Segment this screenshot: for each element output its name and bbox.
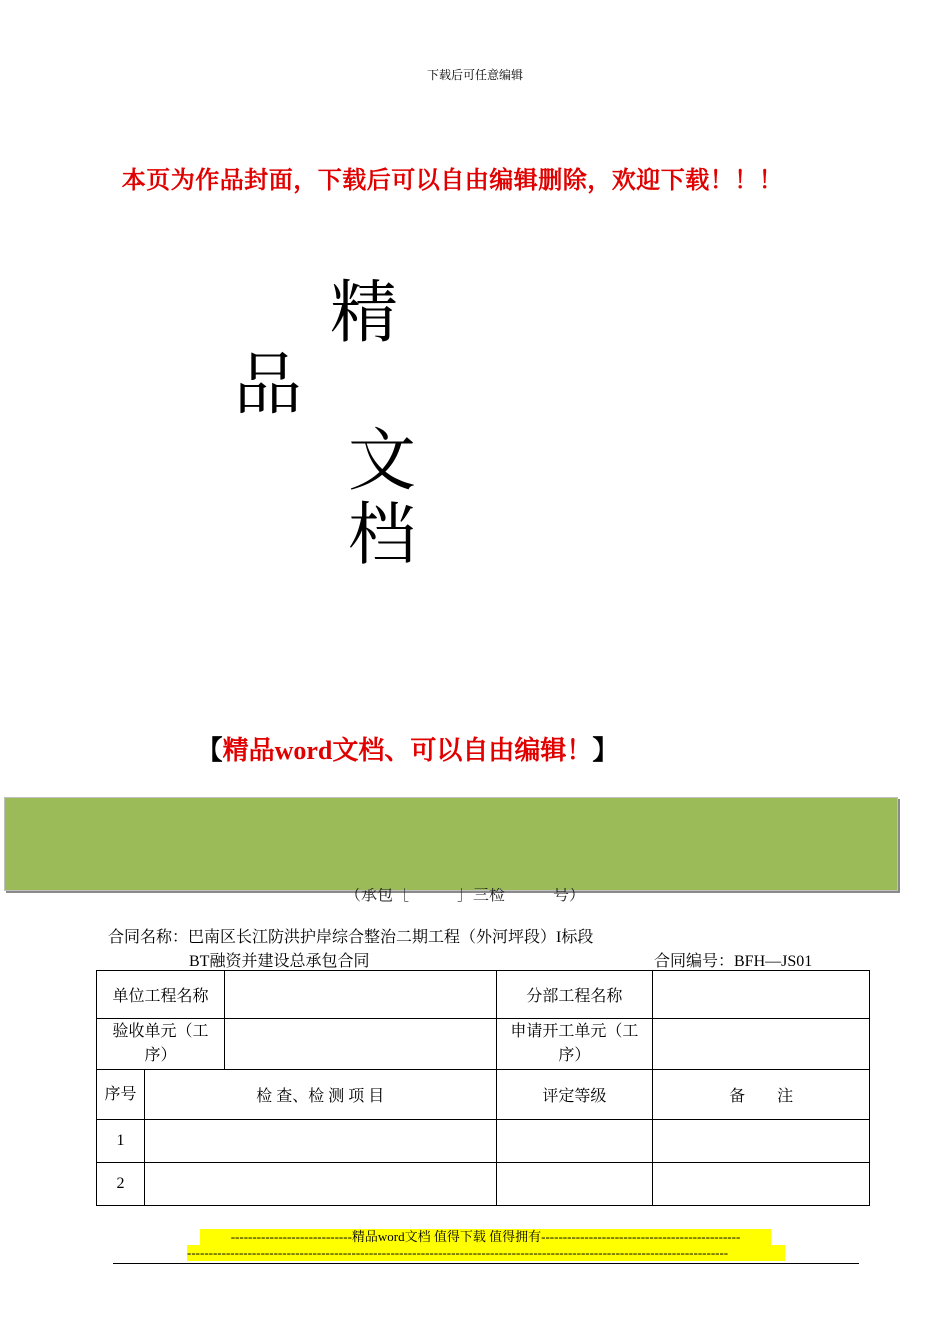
cover-char-3: 文: [348, 422, 417, 501]
row-grade-cell[interactable]: [496, 1120, 653, 1163]
cover-char-1: 精: [330, 274, 399, 353]
editable-banner: [0, 730, 815, 767]
acceptance-unit-value[interactable]: [225, 1019, 496, 1070]
table-header-row: [97, 1070, 870, 1120]
table-row: [97, 971, 870, 1019]
contract-name-line2: BT融资并建设总承包合同: [189, 953, 370, 970]
contract-name-line1: 合同名称：巴南区长江防洪护岸综合整治二期工程（外河坪段）I标段: [108, 929, 594, 946]
row-seq: 2: [97, 1163, 145, 1206]
contract-number: 合同编号：BFH—JS01: [654, 953, 813, 970]
banner-bracket-close: 】: [592, 736, 619, 765]
apply-start-label: 申请开工单元（工序）: [496, 1019, 653, 1070]
remark-header: 备 注: [653, 1070, 870, 1120]
row-remark-cell[interactable]: [653, 1163, 870, 1206]
green-title-box: [4, 797, 898, 891]
table-row: [97, 1120, 870, 1163]
banner-bracket-open: 【: [196, 736, 223, 765]
row-grade-cell[interactable]: [496, 1163, 653, 1206]
sub-project-label: 分部工程名称: [496, 971, 653, 1019]
footer-highlight-line1: ----------------------------精品word文档 值得下载 值得拥有----------------------------------------------: [200, 1229, 771, 1245]
row-remark-cell[interactable]: [653, 1120, 870, 1163]
banner-text: 精品word文档、可以自由编辑！: [222, 736, 593, 765]
row-item-cell[interactable]: [144, 1163, 496, 1206]
footer-rule: [113, 1263, 859, 1264]
form-subtitle: （承包［ ］三检 号）: [345, 888, 586, 902]
header-note: 下载后可任意编辑: [426, 68, 523, 82]
cover-char-2: 品: [234, 346, 303, 425]
acceptance-unit-label: 验收单元（工序）: [97, 1019, 225, 1070]
grade-header: 评定等级: [496, 1070, 653, 1120]
cover-char-4: 档: [348, 496, 417, 575]
footer-highlight-line2: -----------------------------------------------------------------------------------------------------------------------------: [187, 1245, 785, 1261]
items-header: 检 查、检 测 项 目: [144, 1070, 496, 1120]
table-row: [97, 1019, 870, 1070]
sub-project-value[interactable]: [653, 971, 870, 1019]
apply-start-value[interactable]: [653, 1019, 870, 1070]
table-row: [97, 1163, 870, 1206]
unit-project-label: 单位工程名称: [97, 971, 225, 1019]
cover-notice: 本页为作品封面，下载后可以自由编辑删除，欢迎下载！！！: [121, 168, 784, 194]
row-item-cell[interactable]: [144, 1120, 496, 1163]
seq-header: 序号: [97, 1070, 145, 1120]
row-seq: 1: [97, 1120, 145, 1163]
inspection-form-table: [96, 970, 870, 1206]
unit-project-value[interactable]: [225, 971, 496, 1019]
